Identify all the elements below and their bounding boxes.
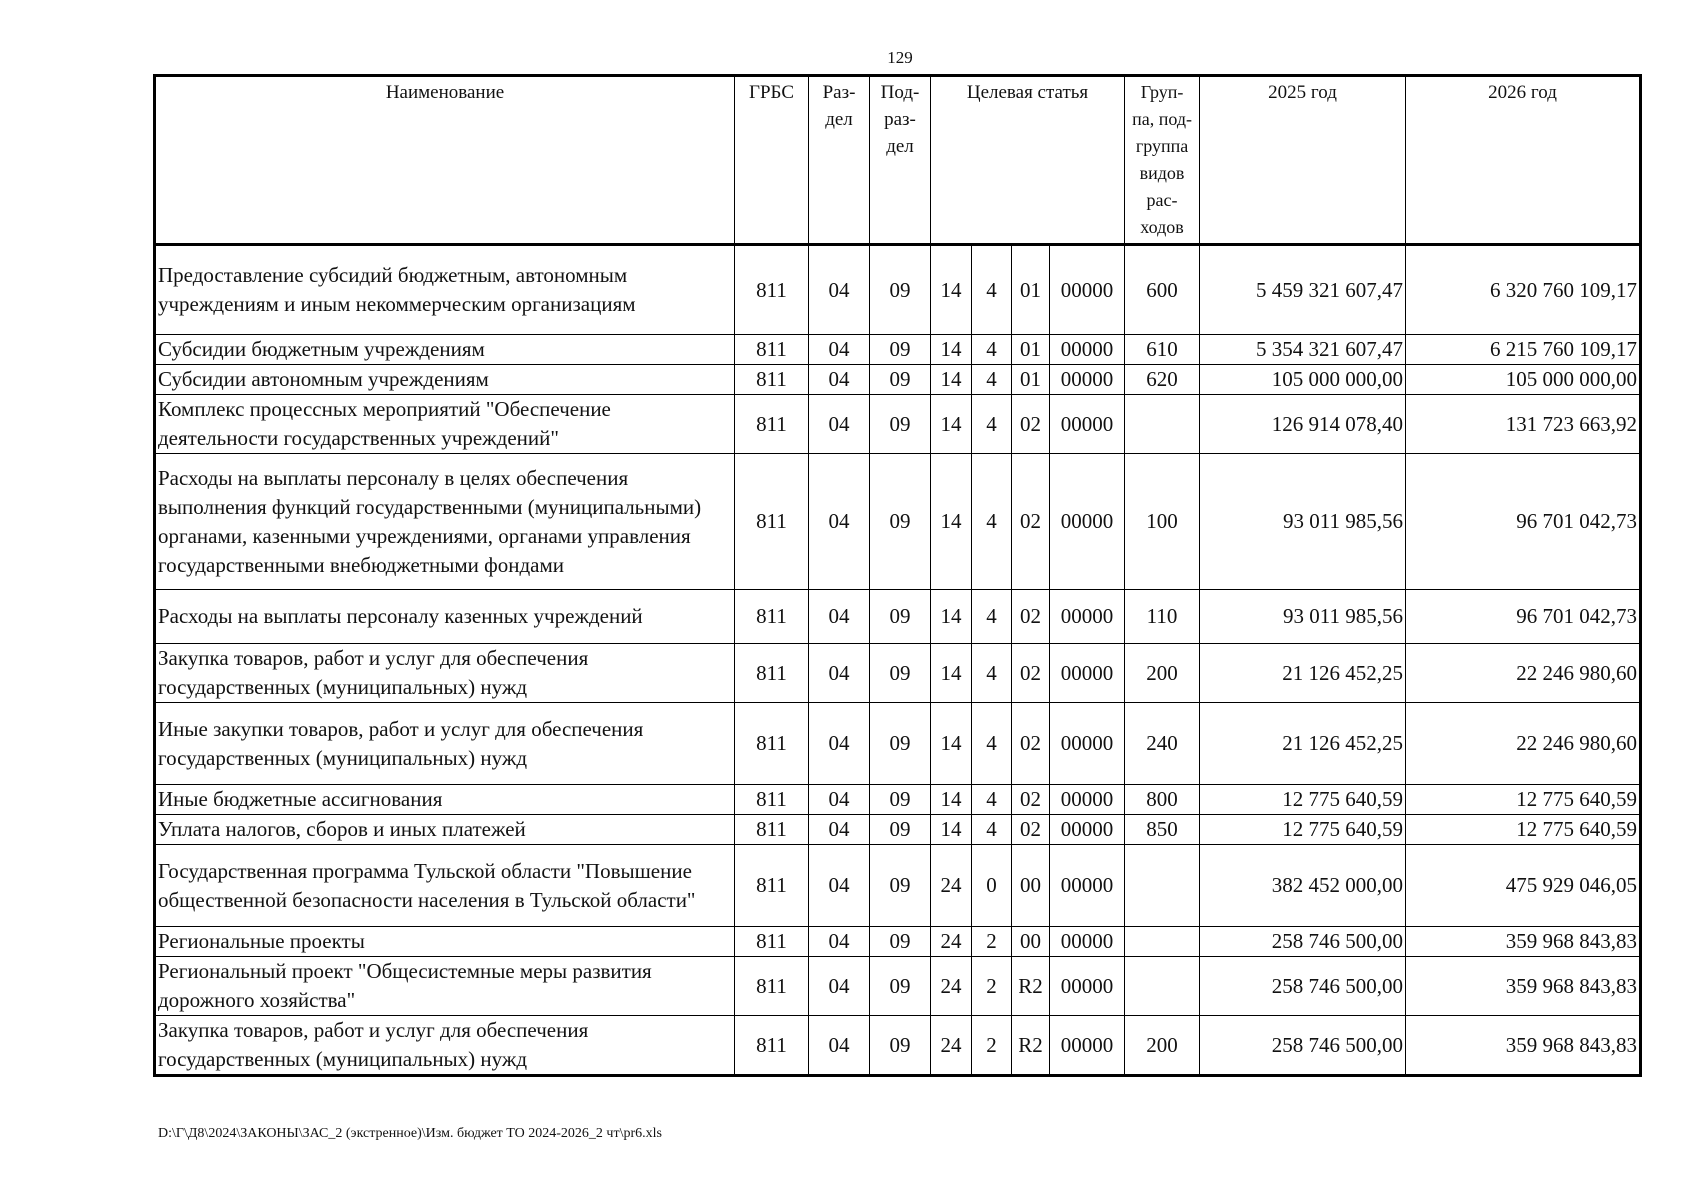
table-cell-expense-group: 600: [1125, 245, 1200, 335]
table-cell-grbs: 811: [735, 590, 809, 644]
table-cell-razdel: 04: [809, 395, 870, 454]
table-cell-target-type: 4: [972, 815, 1012, 845]
header-expense-group: Груп- па, под- группа видов рас- ходов: [1125, 76, 1200, 245]
table-cell-2025: 5 459 321 607,47: [1200, 245, 1406, 335]
table-cell-2025: 12 775 640,59: [1200, 815, 1406, 845]
table-cell-2026: 12 775 640,59: [1406, 785, 1641, 815]
table-cell-grbs: 811: [735, 245, 809, 335]
table-cell-target-direction: 00000: [1050, 957, 1125, 1016]
table-cell-grbs: 811: [735, 365, 809, 395]
table-cell-grbs: 811: [735, 957, 809, 1016]
table-cell-2026: 359 968 843,83: [1406, 1016, 1641, 1076]
table-cell-2025: 126 914 078,40: [1200, 395, 1406, 454]
table-cell-2026: 96 701 042,73: [1406, 590, 1641, 644]
table-cell-target-direction: 00000: [1050, 454, 1125, 590]
table-row: [155, 785, 1641, 815]
table-row: [155, 957, 1641, 1016]
table-cell-name: Предоставление субсидий бюджетным, автономным учреждениям и иным некоммерческим организациям: [155, 245, 735, 335]
table-cell-target-structure: 02: [1012, 590, 1050, 644]
table-cell-expense-group: 200: [1125, 1016, 1200, 1076]
table-body: [155, 245, 1641, 1076]
table-cell-podrazdel: 09: [870, 703, 931, 785]
table-cell-expense-group: 620: [1125, 365, 1200, 395]
table-cell-podrazdel: 09: [870, 785, 931, 815]
table-cell-expense-group: 100: [1125, 454, 1200, 590]
table-cell-razdel: 04: [809, 957, 870, 1016]
table-cell-name: Субсидии автономным учреждениям: [155, 365, 735, 395]
table-cell-target-type: 0: [972, 845, 1012, 927]
table-cell-grbs: 811: [735, 454, 809, 590]
table-cell-2025: 258 746 500,00: [1200, 957, 1406, 1016]
table-cell-target-type: 4: [972, 335, 1012, 365]
table-cell-2026: 12 775 640,59: [1406, 815, 1641, 845]
table-cell-target-program: 14: [931, 365, 972, 395]
table-cell-target-program: 14: [931, 245, 972, 335]
table-cell-2025: 21 126 452,25: [1200, 644, 1406, 703]
table-cell-podrazdel: 09: [870, 335, 931, 365]
table-cell-name: Уплата налогов, сборов и иных платежей: [155, 815, 735, 845]
table-cell-expense-group: 200: [1125, 644, 1200, 703]
table-cell-expense-group: 240: [1125, 703, 1200, 785]
table-cell-target-type: 4: [972, 703, 1012, 785]
table-cell-2026: 105 000 000,00: [1406, 365, 1641, 395]
table-cell-target-structure: R2: [1012, 1016, 1050, 1076]
table-cell-2026: 6 320 760 109,17: [1406, 245, 1641, 335]
header-2026: 2026 год: [1406, 76, 1641, 245]
table-cell-2025: 93 011 985,56: [1200, 454, 1406, 590]
table-cell-name: Закупка товаров, работ и услуг для обеспечения государственных (муниципальных) нужд: [155, 644, 735, 703]
table-cell-target-program: 24: [931, 927, 972, 957]
table-cell-target-direction: 00000: [1050, 785, 1125, 815]
table-cell-target-program: 14: [931, 815, 972, 845]
table-cell-target-direction: 00000: [1050, 335, 1125, 365]
table-cell-razdel: 04: [809, 590, 870, 644]
table-row: [155, 365, 1641, 395]
table-row: [155, 845, 1641, 927]
table-row: [155, 1016, 1641, 1076]
table-cell-podrazdel: 09: [870, 845, 931, 927]
table-cell-target-direction: 00000: [1050, 1016, 1125, 1076]
table-row: [155, 395, 1641, 454]
table-cell-razdel: 04: [809, 454, 870, 590]
table-cell-expense-group: [1125, 927, 1200, 957]
table-cell-grbs: 811: [735, 395, 809, 454]
table-cell-target-structure: R2: [1012, 957, 1050, 1016]
table-cell-target-structure: 02: [1012, 454, 1050, 590]
table-cell-2025: 12 775 640,59: [1200, 785, 1406, 815]
table-cell-name: Иные закупки товаров, работ и услуг для обеспечения государственных (муниципальных) нужд: [155, 703, 735, 785]
table-cell-target-type: 4: [972, 590, 1012, 644]
table-cell-grbs: 811: [735, 703, 809, 785]
table-cell-razdel: 04: [809, 644, 870, 703]
table-cell-name: Субсидии бюджетным учреждениям: [155, 335, 735, 365]
table-cell-2026: 475 929 046,05: [1406, 845, 1641, 927]
table-cell-target-program: 24: [931, 1016, 972, 1076]
table-cell-target-structure: 00: [1012, 845, 1050, 927]
file-path-footer: D:\Г\Д8\2024\ЗАКОНЫ\ЗАС_2 (экстренное)\Изм. бюджет ТО 2024-2026_2 чт\pr6.xls: [158, 1126, 662, 1141]
table-cell-podrazdel: 09: [870, 957, 931, 1016]
table-cell-target-program: 24: [931, 957, 972, 1016]
table-cell-podrazdel: 09: [870, 927, 931, 957]
table-row: [155, 644, 1641, 703]
table-row: [155, 335, 1641, 365]
table-cell-razdel: 04: [809, 365, 870, 395]
table-cell-podrazdel: 09: [870, 454, 931, 590]
table-cell-name: Региональные проекты: [155, 927, 735, 957]
table-cell-2026: 22 246 980,60: [1406, 703, 1641, 785]
table-cell-grbs: 811: [735, 927, 809, 957]
table-cell-target-program: 14: [931, 644, 972, 703]
table-cell-grbs: 811: [735, 1016, 809, 1076]
table-cell-podrazdel: 09: [870, 590, 931, 644]
table-cell-target-direction: 00000: [1050, 815, 1125, 845]
table-cell-razdel: 04: [809, 335, 870, 365]
table-cell-podrazdel: 09: [870, 245, 931, 335]
table-cell-razdel: 04: [809, 245, 870, 335]
table-row: [155, 245, 1641, 335]
table-cell-name: Региональный проект "Общесистемные меры развития дорожного хозяйства": [155, 957, 735, 1016]
header-row: [155, 76, 1641, 245]
table-cell-expense-group: 850: [1125, 815, 1200, 845]
table-cell-target-type: 4: [972, 454, 1012, 590]
table-cell-target-type: 4: [972, 365, 1012, 395]
table-cell-2026: 96 701 042,73: [1406, 454, 1641, 590]
header-razdel: Раз- дел: [809, 76, 870, 245]
budget-table: [153, 74, 1642, 1077]
table-cell-podrazdel: 09: [870, 395, 931, 454]
table-cell-2025: 93 011 985,56: [1200, 590, 1406, 644]
table-cell-target-type: 2: [972, 1016, 1012, 1076]
table-cell-expense-group: 110: [1125, 590, 1200, 644]
table-row: [155, 590, 1641, 644]
header-target-article: Целевая статья: [931, 76, 1125, 245]
table-cell-target-structure: 02: [1012, 644, 1050, 703]
table-cell-target-structure: 01: [1012, 365, 1050, 395]
table-cell-expense-group: [1125, 957, 1200, 1016]
table-cell-grbs: 811: [735, 845, 809, 927]
table-cell-grbs: 811: [735, 644, 809, 703]
table-cell-2026: 359 968 843,83: [1406, 957, 1641, 1016]
table-cell-target-program: 14: [931, 785, 972, 815]
table-cell-podrazdel: 09: [870, 644, 931, 703]
table-cell-target-direction: 00000: [1050, 845, 1125, 927]
table-cell-podrazdel: 09: [870, 1016, 931, 1076]
table-cell-target-type: 4: [972, 785, 1012, 815]
table-cell-target-type: 4: [972, 644, 1012, 703]
table-cell-razdel: 04: [809, 703, 870, 785]
table-cell-target-direction: 00000: [1050, 703, 1125, 785]
table-cell-name: Комплекс процессных мероприятий "Обеспечение деятельности государственных учреждений": [155, 395, 735, 454]
table-cell-razdel: 04: [809, 845, 870, 927]
header-podrazdel: Под- раз- дел: [870, 76, 931, 245]
table-row: [155, 927, 1641, 957]
table-cell-target-program: 24: [931, 845, 972, 927]
table-cell-target-type: 2: [972, 927, 1012, 957]
table-cell-expense-group: [1125, 395, 1200, 454]
header-name: Наименование: [155, 76, 735, 245]
table-cell-razdel: 04: [809, 1016, 870, 1076]
table-cell-target-type: 4: [972, 395, 1012, 454]
table-cell-expense-group: 800: [1125, 785, 1200, 815]
table-cell-2026: 6 215 760 109,17: [1406, 335, 1641, 365]
table-cell-name: Государственная программа Тульской области "Повышение общественной безопасности населения в Тульской области": [155, 845, 735, 927]
table-cell-name: Иные бюджетные ассигнования: [155, 785, 735, 815]
table-cell-razdel: 04: [809, 785, 870, 815]
table-cell-target-direction: 00000: [1050, 927, 1125, 957]
table-cell-2026: 22 246 980,60: [1406, 644, 1641, 703]
table-cell-target-type: 2: [972, 957, 1012, 1016]
table-row: [155, 454, 1641, 590]
table-cell-2026: 359 968 843,83: [1406, 927, 1641, 957]
table-cell-target-direction: 00000: [1050, 395, 1125, 454]
page-number: 129: [887, 48, 913, 67]
table-cell-target-direction: 00000: [1050, 245, 1125, 335]
table-cell-target-program: 14: [931, 454, 972, 590]
table-cell-name: Расходы на выплаты персоналу казенных учреждений: [155, 590, 735, 644]
table-cell-podrazdel: 09: [870, 365, 931, 395]
table-cell-target-direction: 00000: [1050, 365, 1125, 395]
table-cell-target-structure: 00: [1012, 927, 1050, 957]
table-cell-grbs: 811: [735, 815, 809, 845]
table-row: [155, 815, 1641, 845]
table-cell-target-structure: 01: [1012, 245, 1050, 335]
table-cell-target-program: 14: [931, 703, 972, 785]
table-cell-target-program: 14: [931, 395, 972, 454]
table-cell-target-program: 14: [931, 335, 972, 365]
table-cell-target-structure: 02: [1012, 815, 1050, 845]
table-cell-name: Закупка товаров, работ и услуг для обеспечения государственных (муниципальных) нужд: [155, 1016, 735, 1076]
table-cell-2025: 258 746 500,00: [1200, 927, 1406, 957]
header-2025: 2025 год: [1200, 76, 1406, 245]
table-cell-2025: 382 452 000,00: [1200, 845, 1406, 927]
table-cell-target-program: 14: [931, 590, 972, 644]
table-cell-target-structure: 02: [1012, 785, 1050, 815]
table-row: [155, 703, 1641, 785]
table-cell-2025: 21 126 452,25: [1200, 703, 1406, 785]
table-cell-razdel: 04: [809, 815, 870, 845]
table-cell-target-direction: 00000: [1050, 644, 1125, 703]
table-cell-2025: 258 746 500,00: [1200, 1016, 1406, 1076]
table-cell-2025: 5 354 321 607,47: [1200, 335, 1406, 365]
table-cell-target-direction: 00000: [1050, 590, 1125, 644]
header-grbs: ГРБС: [735, 76, 809, 245]
table-cell-name: Расходы на выплаты персоналу в целях обеспечения выполнения функций государственными (муниципальными) органами, казенными учреждениями, органами управления государственными внебюджетными фондами: [155, 454, 735, 590]
table-cell-expense-group: [1125, 845, 1200, 927]
table-cell-target-structure: 02: [1012, 703, 1050, 785]
table-cell-grbs: 811: [735, 785, 809, 815]
table-cell-target-structure: 01: [1012, 335, 1050, 365]
table-cell-target-structure: 02: [1012, 395, 1050, 454]
table-cell-expense-group: 610: [1125, 335, 1200, 365]
table-cell-2026: 131 723 663,92: [1406, 395, 1641, 454]
table-cell-razdel: 04: [809, 927, 870, 957]
table-cell-podrazdel: 09: [870, 815, 931, 845]
table-cell-target-type: 4: [972, 245, 1012, 335]
table-cell-2025: 105 000 000,00: [1200, 365, 1406, 395]
table-cell-grbs: 811: [735, 335, 809, 365]
